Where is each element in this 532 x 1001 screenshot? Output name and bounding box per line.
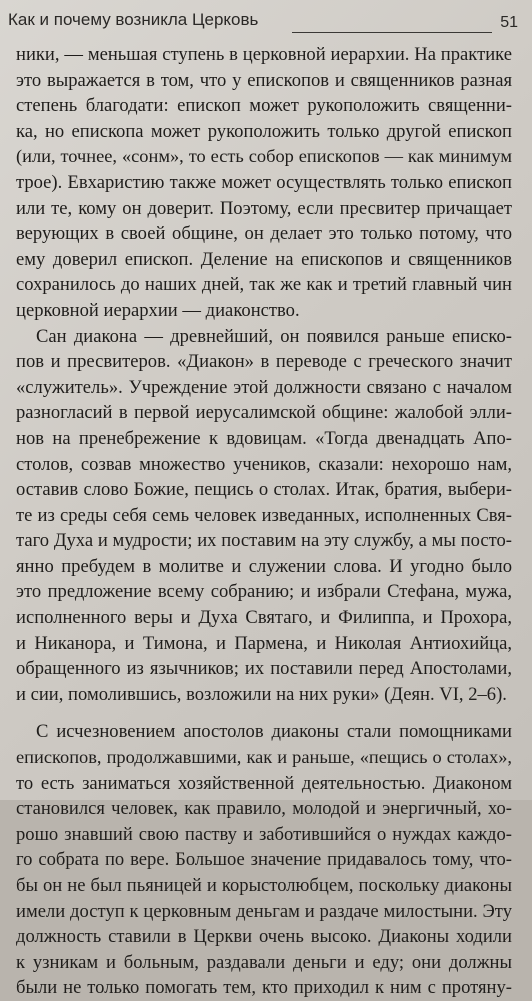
text-line: трое). Евхаристию также может осуществлять только епископ xyxy=(16,171,512,193)
text-line: или те, кому он доверит. Поэтому, если пресвитер причащает xyxy=(16,197,512,219)
paragraph-1 xyxy=(16,42,512,324)
text-line: и сии, помолившись, возложили на них руки» (Деян. VI, 2–6). xyxy=(16,683,507,705)
text-line: и Никанора, и Тимона, и Пармена, и Николая Антиохийца, xyxy=(16,632,512,654)
text-line: церковной иерархии — диаконство. xyxy=(16,299,300,321)
text-line: янно пребудем в молитве и служении слова. И угодно было xyxy=(16,555,512,577)
page-number: 51 xyxy=(500,14,518,31)
text-line: то есть заниматься хозяйственной деятельностью. Диаконом xyxy=(16,772,512,794)
text-line: обращенного из язычников; их поставили перед Апостолами, xyxy=(16,658,512,680)
text-line: степень благодати: епископ может рукоположить священни- xyxy=(16,95,512,117)
text-line: к узникам и больным, раздавали деньги и еду; они должны xyxy=(16,951,512,973)
text-line: столов, созвав множество учеников, сказали: нехорошо нам, xyxy=(16,453,512,475)
text-line: это выражается в том, что у епископов и священников разная xyxy=(16,69,512,91)
text-line: должность ставили в Церкви очень высоко. Диаконы ходили xyxy=(16,926,512,948)
text-line: ка, но епископа может рукоположить только другой епископ xyxy=(16,120,512,142)
text-line: оставив слово Божие, пещись о столах. Итак, братия, выбери- xyxy=(16,479,512,501)
text-line: рошо знавший свою паству и заботившийся о нуждах каждо- xyxy=(16,823,512,845)
text-line: нов на пренебрежение к вдовицам. «Тогда двенадцать Апо- xyxy=(16,427,512,449)
running-title: Как и почему возникла Церковь xyxy=(8,10,259,29)
page-header xyxy=(8,6,522,36)
text-line: становился человек, как правило, молодой и энергичный, хо- xyxy=(16,798,512,820)
paragraph-2 xyxy=(16,324,512,708)
header-rule xyxy=(292,32,492,33)
text-line: ему доверил епископ. Деление на епископов и священников xyxy=(16,248,512,270)
text-line: (или, точнее, «сонм», то есть собор епископов — как минимум xyxy=(16,146,512,167)
text-line: пов и пресвитеров. «Диакон» в переводе с греческого значит xyxy=(16,351,512,373)
text-line: таго Духа и мудрости; их поставим на эту службу, а мы посто- xyxy=(16,530,512,552)
text-line: «служитель». Учреждение этой должности связано с началом xyxy=(16,376,512,398)
text-line: го собрата по вере. Большое значение придавалось тому, что- xyxy=(16,849,512,871)
text-line: ники, — меньшая ступень в церковной иерархии. На практике xyxy=(16,44,512,65)
text-line: исполненного веры и Духа Святаго, и Филиппа, и Прохора, xyxy=(16,607,512,629)
text-line: разногласий в первой иерусалимской общине: жалобой элли- xyxy=(16,402,512,424)
text-line: это предложение всему собранию; и избрали Стефана, мужа, xyxy=(16,581,512,603)
text-line: бы он не был пьяницей и корыстолюбцем, поскольку диаконы xyxy=(16,875,512,896)
text-line: были не только помогать тем, кто приходил к ним с протяну- xyxy=(16,977,512,999)
text-line: верующих в своей общине, он делает это только потому, что xyxy=(16,223,512,245)
body-text xyxy=(16,42,512,1001)
text-line: С исчезновением апостолов диаконы стали помощниками xyxy=(36,721,512,743)
text-line: епископов, продолжавшими, как и раньше, «пещись о столах», xyxy=(16,747,512,768)
text-line: имели доступ к церковным деньгам и раздаче милостыни. Эту xyxy=(16,900,512,922)
text-line: те из среды себя семь человек изведанных, исполненных Свя- xyxy=(16,504,512,526)
paragraph-3 xyxy=(16,719,512,1001)
text-line: сохранилось до наших дней, так же как и третий главный чин xyxy=(16,274,512,296)
text-line: Сан диакона — древнейший, он появился раньше еписко- xyxy=(36,325,512,347)
paragraph-gap xyxy=(16,707,512,719)
